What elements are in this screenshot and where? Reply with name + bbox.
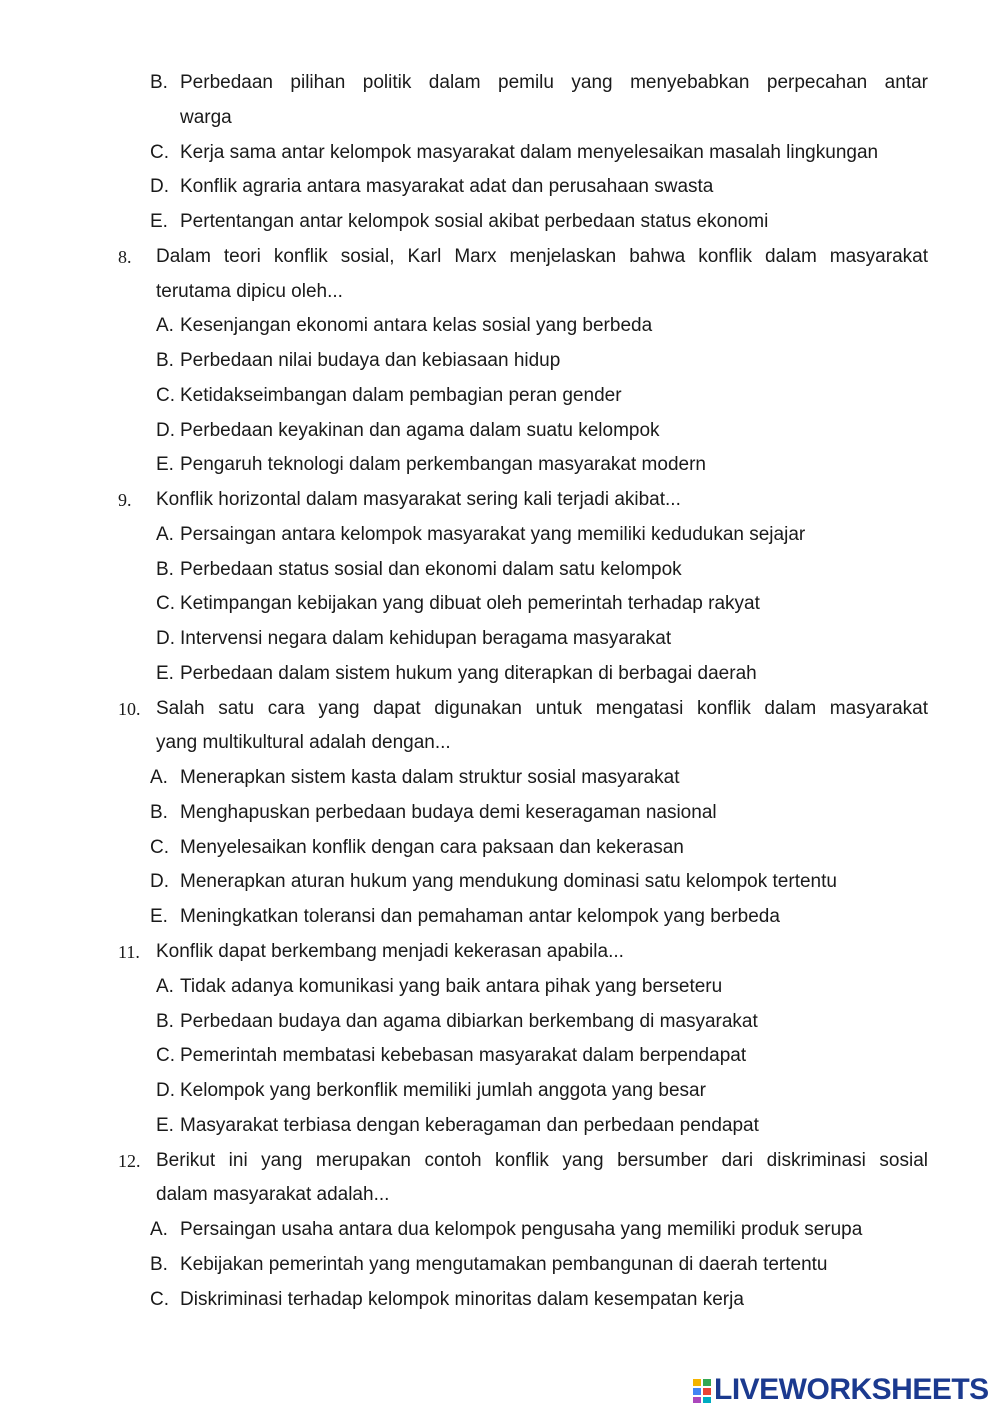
- option-text: Perbedaan pilihan politik dalam pemilu yang menyebabkan perpecahan antar: [180, 72, 928, 93]
- option-letter: B.: [150, 801, 168, 823]
- option-letter: A.: [156, 975, 174, 997]
- question-number: 9.: [118, 490, 132, 511]
- option-text: Perbedaan budaya dan agama dibiarkan berkembang di masyarakat: [180, 1010, 758, 1032]
- option-letter: B.: [150, 72, 168, 93]
- question-text: Berikut ini yang merupakan contoh konflik yang bersumber dari diskriminasi sosial: [156, 1149, 928, 1171]
- option-text: Persaingan usaha antara dua kelompok pengusaha yang memiliki produk serupa: [180, 1219, 863, 1241]
- option-letter: A.: [150, 1219, 168, 1241]
- answer-option[interactable]: [0, 1285, 1000, 1315]
- option-text: Kebijakan pemerintah yang mengutamakan pembangunan di daerah tertentu: [180, 1253, 828, 1275]
- option-letter: B.: [156, 1010, 174, 1032]
- question-text: Dalam teori konflik sosial, Karl Marx menjelaskan bahwa konflik dalam masyarakat: [156, 245, 928, 267]
- question-text: dalam masyarakat adalah...: [156, 1184, 390, 1206]
- option-letter: C.: [150, 1288, 169, 1310]
- logo-text: LIVEWORKSHEETS: [714, 1373, 989, 1406]
- option-letter: C.: [150, 836, 169, 858]
- question-text-continued: [0, 277, 1000, 307]
- question-stem: [0, 485, 1000, 515]
- option-letter: A.: [156, 315, 174, 337]
- answer-option[interactable]: [0, 1250, 1000, 1280]
- option-letter: C.: [156, 1045, 175, 1067]
- option-text: Pertentangan antar kelompok sosial akibat perbedaan status ekonomi: [180, 211, 769, 233]
- option-text: Masyarakat terbiasa dengan keberagaman dan perbedaan pendapat: [180, 1114, 759, 1136]
- answer-option[interactable]: [0, 798, 1000, 828]
- option-letter: E.: [156, 454, 174, 476]
- question-stem: [0, 937, 1000, 967]
- option-text: Kesenjangan ekonomi antara kelas sosial yang berbeda: [180, 315, 653, 337]
- question-stem: [0, 1146, 1000, 1176]
- option-letter: E.: [150, 211, 168, 233]
- answer-option[interactable]: [0, 624, 1000, 654]
- question-text: Konflik horizontal dalam masyarakat sering kali terjadi akibat...: [156, 489, 681, 511]
- answer-option[interactable]: [0, 763, 1000, 793]
- option-text: Ketimpangan kebijakan yang dibuat oleh pemerintah terhadap rakyat: [180, 593, 760, 615]
- answer-option[interactable]: [0, 1076, 1000, 1106]
- option-text: Meningkatkan toleransi dan pemahaman antar kelompok yang berbeda: [180, 906, 780, 928]
- question-number: 8.: [118, 246, 132, 267]
- option-text-continued: [0, 103, 1000, 133]
- answer-option[interactable]: [0, 972, 1000, 1002]
- question-text-continued: [0, 728, 1000, 758]
- option-letter: B.: [150, 1253, 168, 1275]
- answer-option[interactable]: [0, 207, 1000, 237]
- answer-option[interactable]: [0, 833, 1000, 863]
- answer-option[interactable]: [0, 450, 1000, 480]
- answer-option[interactable]: [0, 68, 1000, 98]
- option-text: Menyelesaikan konflik dengan cara paksaan dan kekerasan: [180, 836, 684, 858]
- question-text: yang multikultural adalah dengan...: [156, 732, 451, 754]
- answer-option[interactable]: [0, 867, 1000, 897]
- liveworksheets-logo-icon: [692, 1378, 712, 1404]
- answer-option[interactable]: [0, 555, 1000, 585]
- option-text: warga: [180, 106, 232, 128]
- option-text: Pengaruh teknologi dalam perkembangan masyarakat modern: [180, 454, 706, 476]
- option-letter: B.: [156, 558, 174, 580]
- option-text: Tidak adanya komunikasi yang baik antara pihak yang berseteru: [180, 975, 723, 997]
- option-text: Menerapkan sistem kasta dalam struktur sosial masyarakat: [180, 767, 680, 789]
- answer-option[interactable]: [0, 902, 1000, 932]
- option-text: Perbedaan keyakinan dan agama dalam suatu kelompok: [180, 419, 660, 441]
- question-text: Salah satu cara yang dapat digunakan untuk mengatasi konflik dalam masyarakat: [156, 697, 928, 719]
- answer-option[interactable]: [0, 381, 1000, 411]
- option-letter: A.: [150, 767, 168, 789]
- option-text: Perbedaan dalam sistem hukum yang diterapkan di berbagai daerah: [180, 662, 757, 684]
- answer-option[interactable]: [0, 659, 1000, 689]
- option-text: Menerapkan aturan hukum yang mendukung dominasi satu kelompok tertentu: [180, 871, 837, 893]
- answer-option[interactable]: [0, 520, 1000, 550]
- option-letter: D.: [150, 176, 169, 198]
- option-text: Ketidakseimbangan dalam pembagian peran gender: [180, 384, 622, 406]
- option-letter: A.: [156, 523, 174, 545]
- question-stem: [0, 242, 1000, 272]
- option-text: Perbedaan nilai budaya dan kebiasaan hidup: [180, 350, 561, 372]
- option-letter: D.: [156, 1080, 175, 1102]
- question-number: 10.: [118, 698, 141, 719]
- option-text: Menghapuskan perbedaan budaya demi keseragaman nasional: [180, 801, 717, 823]
- option-letter: C.: [156, 384, 175, 406]
- answer-option[interactable]: [0, 138, 1000, 168]
- question-text: terutama dipicu oleh...: [156, 280, 343, 302]
- option-text: Intervensi negara dalam kehidupan beragama masyarakat: [180, 628, 672, 650]
- option-letter: E.: [156, 662, 174, 684]
- option-letter: D.: [150, 871, 169, 893]
- answer-option[interactable]: [0, 346, 1000, 376]
- question-stem: [0, 694, 1000, 724]
- answer-option[interactable]: [0, 1007, 1000, 1037]
- option-letter: C.: [156, 593, 175, 615]
- option-letter: E.: [150, 906, 168, 928]
- answer-option[interactable]: [0, 416, 1000, 446]
- answer-option[interactable]: [0, 1215, 1000, 1245]
- answer-option[interactable]: [0, 311, 1000, 341]
- option-letter: B.: [156, 350, 174, 372]
- question-text: Konflik dapat berkembang menjadi kekerasan apabila...: [156, 941, 624, 962]
- option-text: Kerja sama antar kelompok masyarakat dalam menyelesaikan masalah lingkungan: [180, 141, 879, 163]
- question-text-continued: [0, 1180, 1000, 1210]
- answer-option[interactable]: [0, 589, 1000, 619]
- option-letter: D.: [156, 419, 175, 441]
- answer-option[interactable]: [0, 172, 1000, 202]
- option-letter: C.: [150, 141, 169, 163]
- option-letter: E.: [156, 1114, 174, 1136]
- answer-option[interactable]: [0, 1111, 1000, 1141]
- question-number: 12.: [118, 1150, 141, 1171]
- answer-option[interactable]: [0, 1041, 1000, 1071]
- option-letter: D.: [156, 628, 175, 650]
- liveworksheets-logo[interactable]: [692, 1372, 992, 1408]
- question-number: 11.: [118, 942, 140, 962]
- option-text: Pemerintah membatasi kebebasan masyarakat dalam berpendapat: [180, 1045, 747, 1067]
- option-text: Kelompok yang berkonflik memiliki jumlah anggota yang besar: [180, 1080, 706, 1102]
- option-text: Diskriminasi terhadap kelompok minoritas dalam kesempatan kerja: [180, 1288, 744, 1310]
- option-text: Konflik agraria antara masyarakat adat dan perusahaan swasta: [180, 176, 714, 198]
- option-text: Persaingan antara kelompok masyarakat yang memiliki kedudukan sejajar: [180, 523, 806, 545]
- option-text: Perbedaan status sosial dan ekonomi dalam satu kelompok: [180, 558, 682, 580]
